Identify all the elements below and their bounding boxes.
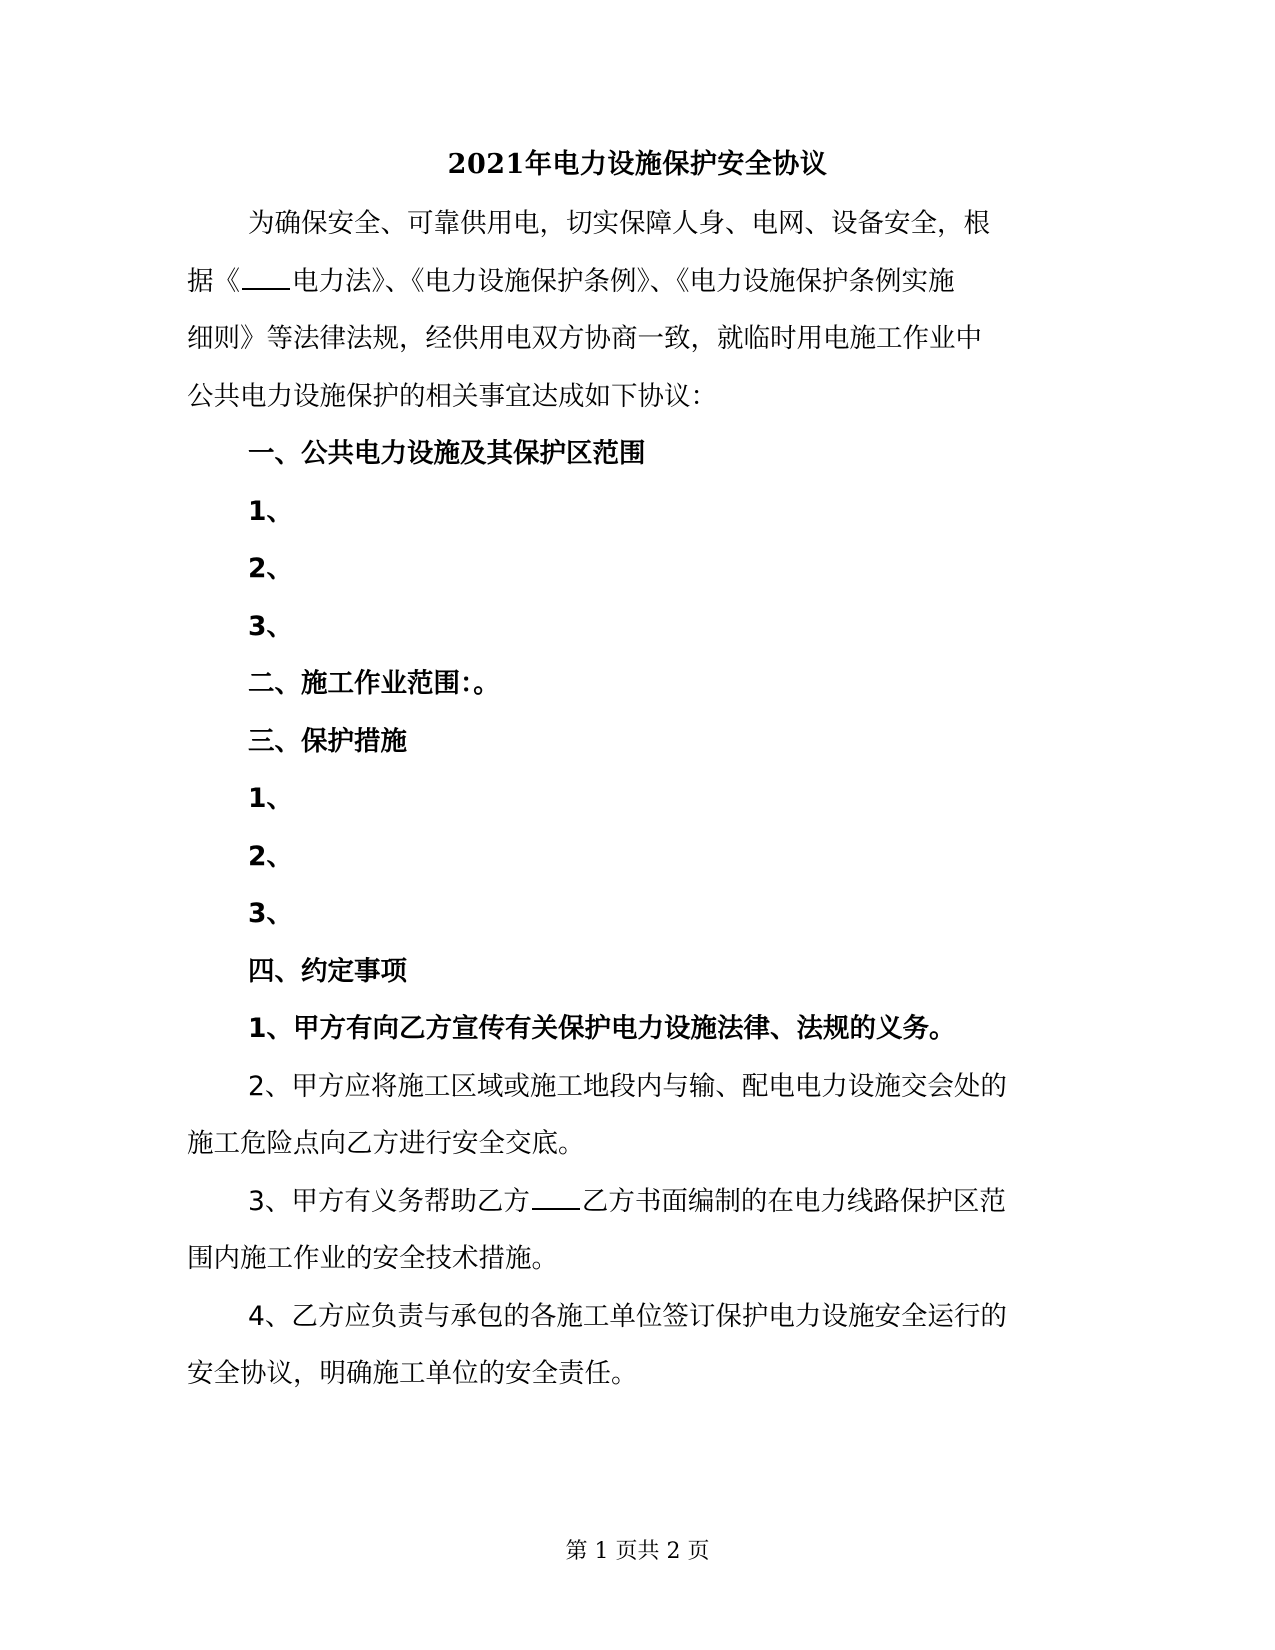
section-2-heading: 二、施工作业范围：。 xyxy=(248,668,500,699)
section-4-item-3 xyxy=(187,1173,1087,1288)
intro-line-4: 公共电力设施保护的相关事宜达成如下协议： xyxy=(187,380,717,412)
section-4-item-3-end: 乙方书面编制的在电力线路保护区范 xyxy=(581,1185,1006,1217)
intro-line-2-end: 电力法》、《电力设施保护条例》、《电力设施保护条例实施 xyxy=(292,265,955,297)
section-1-item-3: 3、 xyxy=(248,610,293,642)
intro-line-2-start: 据《 xyxy=(187,265,240,297)
section-4-item-3-start: 3、甲方有义务帮助乙方 xyxy=(248,1185,530,1217)
section-4-item-4-line-1: 4、乙方应负责与承包的各施工单位签订保护电力设施安全运行的 xyxy=(248,1300,1007,1332)
section-4-item-2 xyxy=(187,1058,1087,1173)
blank-underline xyxy=(242,266,290,290)
section-1-item-1: 1、 xyxy=(248,495,293,527)
section-4-item-1: 1、甲方有向乙方宣传有关保护电力设施法律、法规的义务。 xyxy=(248,1013,956,1044)
intro-line-1: 为确保安全、可靠供用电，切实保障人身、电网、设备安全，根 xyxy=(248,208,990,239)
section-3-item-2: 2、 xyxy=(248,840,293,872)
section-3-heading: 三、保护措施 xyxy=(248,725,407,757)
intro-paragraph xyxy=(187,195,1087,425)
section-1-heading: 一、公共电力设施及其保护区范围 xyxy=(248,438,646,469)
section-4-item-2-line-1: 2、甲方应将施工区域或施工地段内与输、配电电力设施交会处的 xyxy=(248,1070,1007,1102)
section-4-item-4 xyxy=(187,1288,1087,1403)
section-4-item-2-line-2: 施工危险点向乙方进行安全交底。 xyxy=(187,1128,585,1159)
section-4-item-3-line-2: 围内施工作业的安全技术措施。 xyxy=(187,1243,558,1274)
section-3-item-1: 1、 xyxy=(248,783,293,814)
section-1-item-2: 2、 xyxy=(248,553,293,584)
section-4-item-3-line-1 xyxy=(187,1173,1087,1231)
intro-line-3: 细则》等法律法规，经供用电双方协商一致，就临时用电施工作业中 xyxy=(187,323,982,354)
document-body xyxy=(187,195,1087,1403)
section-3-item-3: 3、 xyxy=(248,898,293,929)
section-4-heading: 四、约定事项 xyxy=(248,955,407,987)
blank-underline xyxy=(532,1186,580,1210)
intro-line-2 xyxy=(126,253,1087,311)
section-4-item-4-line-2: 安全协议，明确施工单位的安全责任。 xyxy=(187,1358,638,1389)
document-title: 2021年电力设施保护安全协议 xyxy=(447,149,828,180)
page-number-footer: 第 1 页共 2 页 xyxy=(565,1539,710,1564)
